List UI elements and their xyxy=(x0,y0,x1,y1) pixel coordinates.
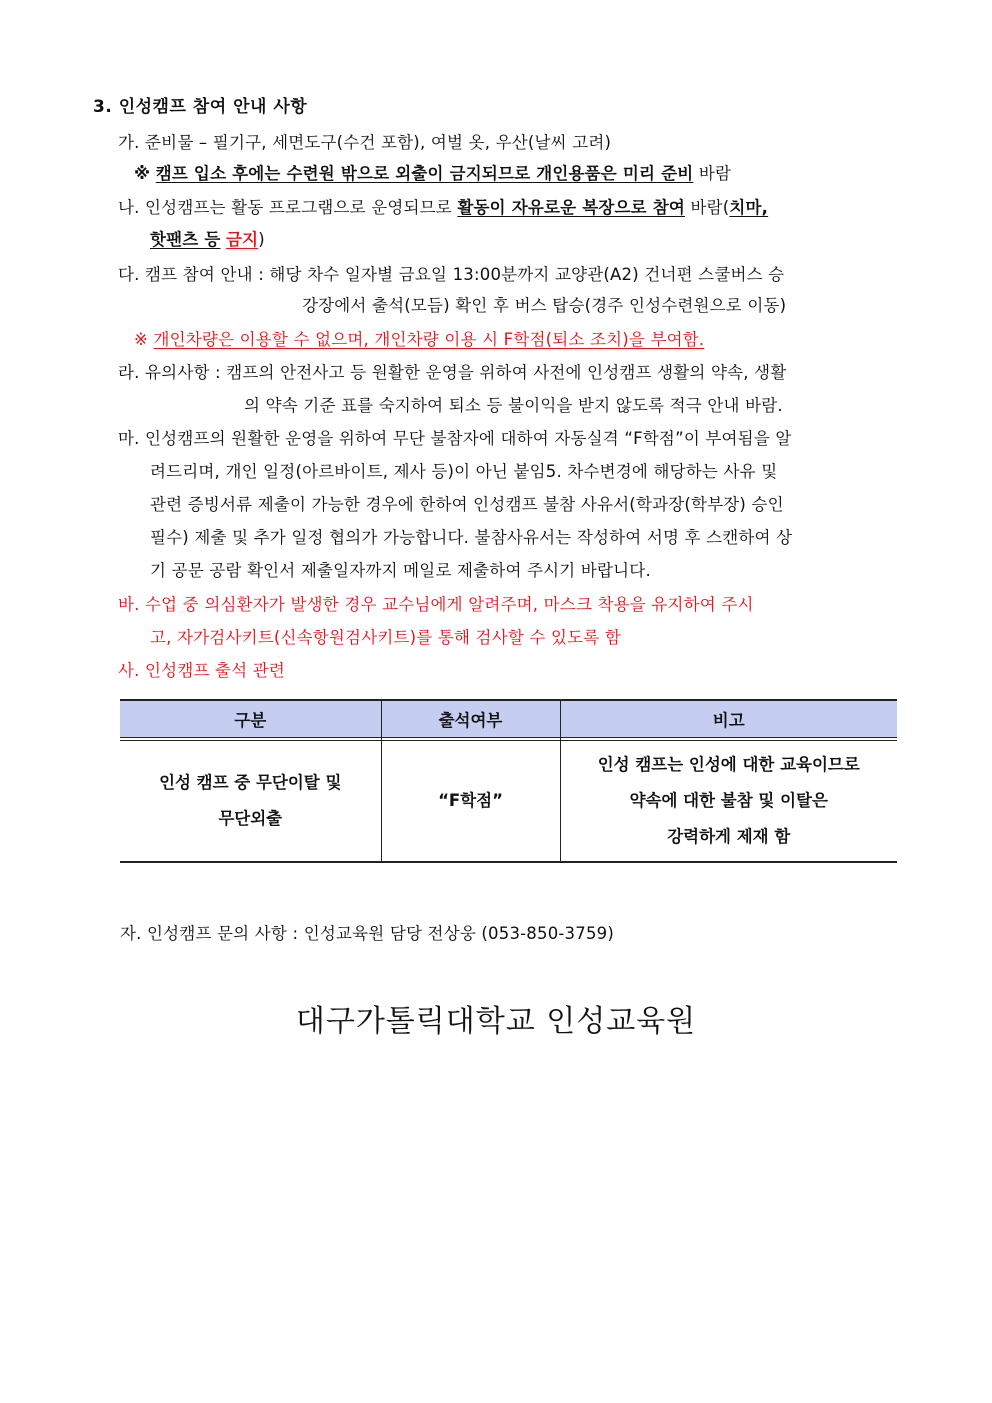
cell-category-line1: 인성 캠프 중 무단이탈 및 xyxy=(159,773,342,792)
item-ma-text1: 인성캠프의 원활한 운영을 위하여 무단 불참자에 대하여 자동실격 “F학점”이 부여됨을 알 xyxy=(145,429,792,448)
item-ra-marker: 라. xyxy=(118,363,140,382)
cell-category xyxy=(120,741,381,863)
item-na-line1 xyxy=(118,198,768,218)
item-da-line2: 강장에서 출석(모듬) 확인 후 버스 탑승(경주 인성수련원으로 이동) xyxy=(302,296,787,315)
item-ga xyxy=(118,133,611,153)
item-na-bold: 활동이 자유로운 복장으로 참여 xyxy=(457,198,685,217)
item-ja xyxy=(120,920,614,944)
item-ga-note xyxy=(134,164,731,184)
item-ma-line4: 필수) 제출 및 추가 일정 협의가 가능합니다. 불참사유서는 작성하여 서명 후 스캔하여 상 xyxy=(150,528,793,547)
item-ba-line1 xyxy=(118,595,754,615)
cell-category-line2: 무단외출 xyxy=(218,809,283,828)
item-ga-note-bold: 캠프 입소 후에는 수련원 밖으로 외출이 금지되므로 개인용품은 미리 준비 xyxy=(155,164,694,183)
item-na-bold2: 치마, xyxy=(729,198,769,217)
item-sa-marker: 사. xyxy=(118,661,140,680)
item-na-line2-red: 금지 xyxy=(225,230,259,249)
attendance-table xyxy=(120,699,897,863)
item-ra-line2: 의 약속 기준 표를 숙지하여 퇴소 등 불이익을 받지 않도록 적극 안내 바람. xyxy=(244,396,783,415)
cell-attendance: “F학점” xyxy=(381,741,560,863)
item-ba-text1: 수업 중 의심환자가 발생한 경우 교수님에게 알려주며, 마스크 착용을 유지하여 주시 xyxy=(145,595,754,614)
item-da-marker: 다. xyxy=(118,265,140,284)
item-ba-marker: 바. xyxy=(118,595,140,614)
item-ma-line3: 관련 증빙서류 제출이 가능한 경우에 한하여 인성캠프 불참 사유서(학과장(학부장) 승인 xyxy=(150,495,784,514)
header-attendance: 출석여부 xyxy=(381,700,560,738)
item-da-text1: 캠프 참여 안내 : 해당 차수 일자별 금요일 13:00분까지 교양관(A2) 건너편 스쿨버스 승 xyxy=(145,265,785,284)
item-na-line2-bold: 핫팬츠 등 xyxy=(150,230,221,249)
item-na-line2 xyxy=(150,230,265,250)
item-ra-line1 xyxy=(118,363,786,383)
header-remark: 비고 xyxy=(560,700,897,738)
item-ba-line2: 고, 자가검사키트(신속항원검사키트)를 통해 검사할 수 있도록 함 xyxy=(150,628,622,647)
table-header-row xyxy=(120,700,897,738)
item-ra-text1: 유의사항 : 캠프의 안전사고 등 원활한 운영을 위하여 사전에 인성캠프 생활의 약속, 생활 xyxy=(145,363,787,382)
section-title: 3. 인성캠프 참여 안내 사항 xyxy=(93,97,308,117)
item-na-text-b: 바람( xyxy=(690,198,730,217)
item-ja-text: 인성캠프 문의 사항 : 인성교육원 담당 전상웅 (053-850-3759) xyxy=(147,924,614,943)
item-na-line2-tail: ) xyxy=(258,230,265,249)
header-category: 구분 xyxy=(120,700,381,738)
item-ja-marker: 자. xyxy=(120,924,142,943)
item-ga-note-tail: 바람 xyxy=(698,164,732,183)
item-da-note xyxy=(134,330,704,350)
issuer-footer: 대구가톨릭대학교 인성교육원 xyxy=(295,1004,697,1039)
item-da-line1 xyxy=(118,265,784,285)
table-row xyxy=(120,741,897,863)
cell-remark-line2: 약속에 대한 불참 및 이탈은 xyxy=(629,791,828,810)
cell-remark-line1: 인성 캠프는 인성에 대한 교육이므로 xyxy=(597,755,860,774)
item-sa-text: 인성캠프 출석 관련 xyxy=(145,661,286,680)
item-da-note-text: 개인차량은 이용할 수 없으며, 개인차량 이용 시 F학점(퇴소 조치)을 부여함. xyxy=(153,330,705,349)
item-sa xyxy=(118,661,285,681)
item-ma-line5: 기 공문 공람 확인서 제출일자까지 메일로 제출하여 주시기 바랍니다. xyxy=(150,561,651,580)
item-ma-marker: 마. xyxy=(118,429,140,448)
note-mark: ※ xyxy=(134,330,149,349)
item-na-marker: 나. xyxy=(118,198,140,217)
cell-remark-line3: 강력하게 제재 함 xyxy=(667,827,791,846)
item-ma-line1 xyxy=(118,429,792,449)
cell-remark xyxy=(560,741,897,863)
note-mark: ※ xyxy=(134,164,151,183)
item-na-text-a: 인성캠프는 활동 프로그램으로 운영되므로 xyxy=(145,198,452,217)
item-ma-line2: 려드리며, 개인 일정(아르바이트, 제사 등)이 아닌 붙임5. 차수변경에 해당하는 사유 및 xyxy=(150,462,778,481)
item-ga-text: 준비물 – 필기구, 세면도구(수건 포함), 여벌 옷, 우산(날씨 고려) xyxy=(145,133,612,152)
item-ga-marker: 가. xyxy=(118,133,140,152)
